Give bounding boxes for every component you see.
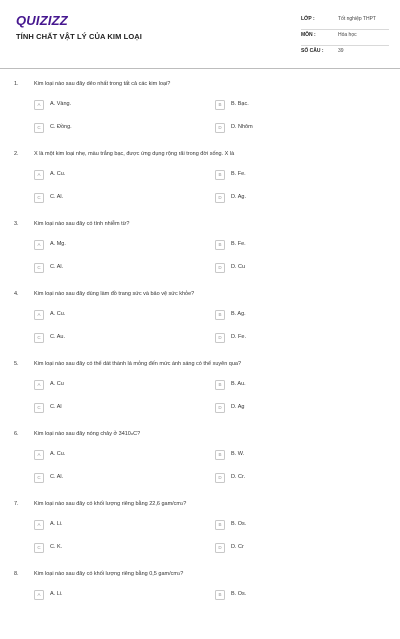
question-item [0, 359, 400, 429]
question-text-main: Kim loại nào sau đây dùng làm đồ trang sức và bảo vệ sức khỏe? [34, 291, 195, 297]
meta-row-subject [301, 30, 389, 46]
option-letter-box: C [34, 403, 44, 413]
option-letter-box: A [34, 590, 44, 600]
meta-row-question-count [301, 46, 389, 61]
question-text [34, 361, 384, 367]
option-letter-box: B [215, 310, 225, 320]
question-text [34, 501, 384, 507]
option-letter-box: C [34, 193, 44, 203]
option-text: D. Cr. [231, 474, 246, 480]
option-text: A. Mg. [50, 241, 66, 247]
option-text: C. K. [50, 544, 63, 550]
option-text: B. Au. [231, 381, 246, 387]
question-text [34, 151, 384, 157]
meta-label: LỚP : [301, 16, 315, 22]
option-letter-box: D [215, 543, 225, 553]
option-letter-box: D [215, 193, 225, 203]
question-text-main: Kim loại nào sau đây có tính nhiễm từ? [34, 221, 130, 227]
option-text: D. Ag. [231, 194, 246, 200]
question-number: 3. [14, 221, 19, 227]
question-number: 4. [14, 291, 19, 297]
option-letter-box: A [34, 520, 44, 530]
question-number: 1. [14, 81, 19, 87]
option-letter-box: D [215, 123, 225, 133]
option-letter-box: B [215, 240, 225, 250]
meta-value: Tốt nghiệp THPT [338, 16, 376, 22]
question-text-main: Kim loại nào sau đây dẻo nhất trong tất cả các kim loại? [34, 81, 171, 87]
option-letter-box: A [34, 380, 44, 390]
option-letter-box: B [215, 170, 225, 180]
option-text: C. Al [50, 404, 62, 410]
option-letter-box: B [215, 520, 225, 530]
meta-label: MÔN : [301, 32, 316, 38]
option-letter-box: A [34, 100, 44, 110]
question-list [0, 79, 400, 639]
option-text: A. Cu. [50, 311, 66, 317]
option-text: C. Al. [50, 264, 64, 270]
option-letter-box: C [34, 473, 44, 483]
option-letter-box: B [215, 380, 225, 390]
option-text: D. Ag [231, 404, 245, 410]
option-letter-box: A [34, 240, 44, 250]
option-text: A. Li. [50, 521, 63, 527]
option-letter-box: D [215, 333, 225, 343]
meta-value: Hóa học [338, 32, 357, 38]
question-text [34, 571, 384, 577]
question-text-main: Kim loại nào sau đây có thể dát thành lá mỏng đến mức ánh sáng có thể xuyên qua? [34, 361, 242, 367]
question-item [0, 79, 400, 149]
question-text-main: Kim loại nào sau đây nóng chảy ở 3410 [34, 431, 131, 437]
question-number: 8. [14, 571, 19, 577]
question-text-end: ? [183, 501, 187, 507]
option-text: D. Cr [231, 544, 244, 550]
question-item [0, 219, 400, 289]
question-number: 7. [14, 501, 19, 507]
question-text [34, 291, 384, 297]
question-text-end: C? [133, 431, 141, 437]
option-text: C. Au. [50, 334, 65, 340]
header-divider [0, 68, 400, 69]
option-text: B. Fe. [231, 241, 246, 247]
option-text: A. Li. [50, 591, 63, 597]
option-text: A. Cu [50, 381, 64, 387]
question-text-superscript: o [130, 431, 134, 436]
option-letter-box: D [215, 473, 225, 483]
option-text: A. Cu. [50, 451, 66, 457]
option-text: B. Fe. [231, 171, 246, 177]
option-letter-box: C [34, 263, 44, 273]
question-text-main: Kim loại nào sau đây có khối lượng riêng bằng 0,5 gam/cm [34, 571, 178, 577]
option-letter-box: C [34, 543, 44, 553]
option-letter-box: B [215, 450, 225, 460]
option-letter-box: B [215, 100, 225, 110]
question-text-superscript: 3 [181, 501, 184, 506]
option-text: B. Bạc. [231, 101, 249, 107]
option-letter-box: C [34, 333, 44, 343]
question-item [0, 499, 400, 569]
question-text [34, 81, 384, 87]
option-letter-box: C [34, 123, 44, 133]
question-text-superscript: 3 [177, 571, 181, 576]
option-text: D. Cu [231, 264, 246, 270]
option-letter-box: B [215, 590, 225, 600]
option-text: B. W. [231, 451, 245, 457]
option-text: A. Vàng. [50, 101, 72, 107]
option-letter-box: A [34, 310, 44, 320]
worksheet-meta [301, 14, 389, 61]
meta-row-grade [301, 14, 389, 30]
option-letter-box: A [34, 450, 44, 460]
option-letter-box: D [215, 403, 225, 413]
question-number: 5. [14, 361, 19, 367]
option-text: C. Al. [50, 194, 64, 200]
option-text: B. Os. [231, 591, 247, 597]
option-text: B. Ag. [231, 311, 246, 317]
question-text [34, 221, 384, 227]
option-text: D. Nhôm [231, 124, 253, 130]
option-text: A. Cu. [50, 171, 66, 177]
question-item [0, 149, 400, 219]
option-text: C. Đồng. [50, 124, 72, 130]
question-item [0, 429, 400, 499]
question-text-end: ? [180, 571, 184, 577]
question-text-main: X là một kim loại nhẹ, màu trắng bạc, được ứng dụng rộng rãi trong đời sống. X là [34, 151, 235, 157]
quizizz-logo: QUIZIZZ [16, 13, 68, 28]
worksheet-header [0, 0, 400, 62]
question-item [0, 569, 400, 639]
worksheet-title: TÍNH CHẤT VẬT LÝ CỦA KIM LOẠI [16, 32, 142, 41]
meta-label: SỐ CÂU : [301, 48, 324, 54]
option-text: D. Fe. [231, 334, 246, 340]
question-text-main: Kim loại nào sau đây có khối lượng riêng bằng 22,6 gam/cm [34, 501, 182, 507]
option-text: B. Os. [231, 521, 247, 527]
question-number: 6. [14, 431, 19, 437]
option-letter-box: D [215, 263, 225, 273]
question-item [0, 289, 400, 359]
option-text: C. Al. [50, 474, 64, 480]
meta-value: 39 [338, 48, 344, 54]
question-text [34, 431, 384, 437]
question-number: 2. [14, 151, 19, 157]
option-letter-box: A [34, 170, 44, 180]
